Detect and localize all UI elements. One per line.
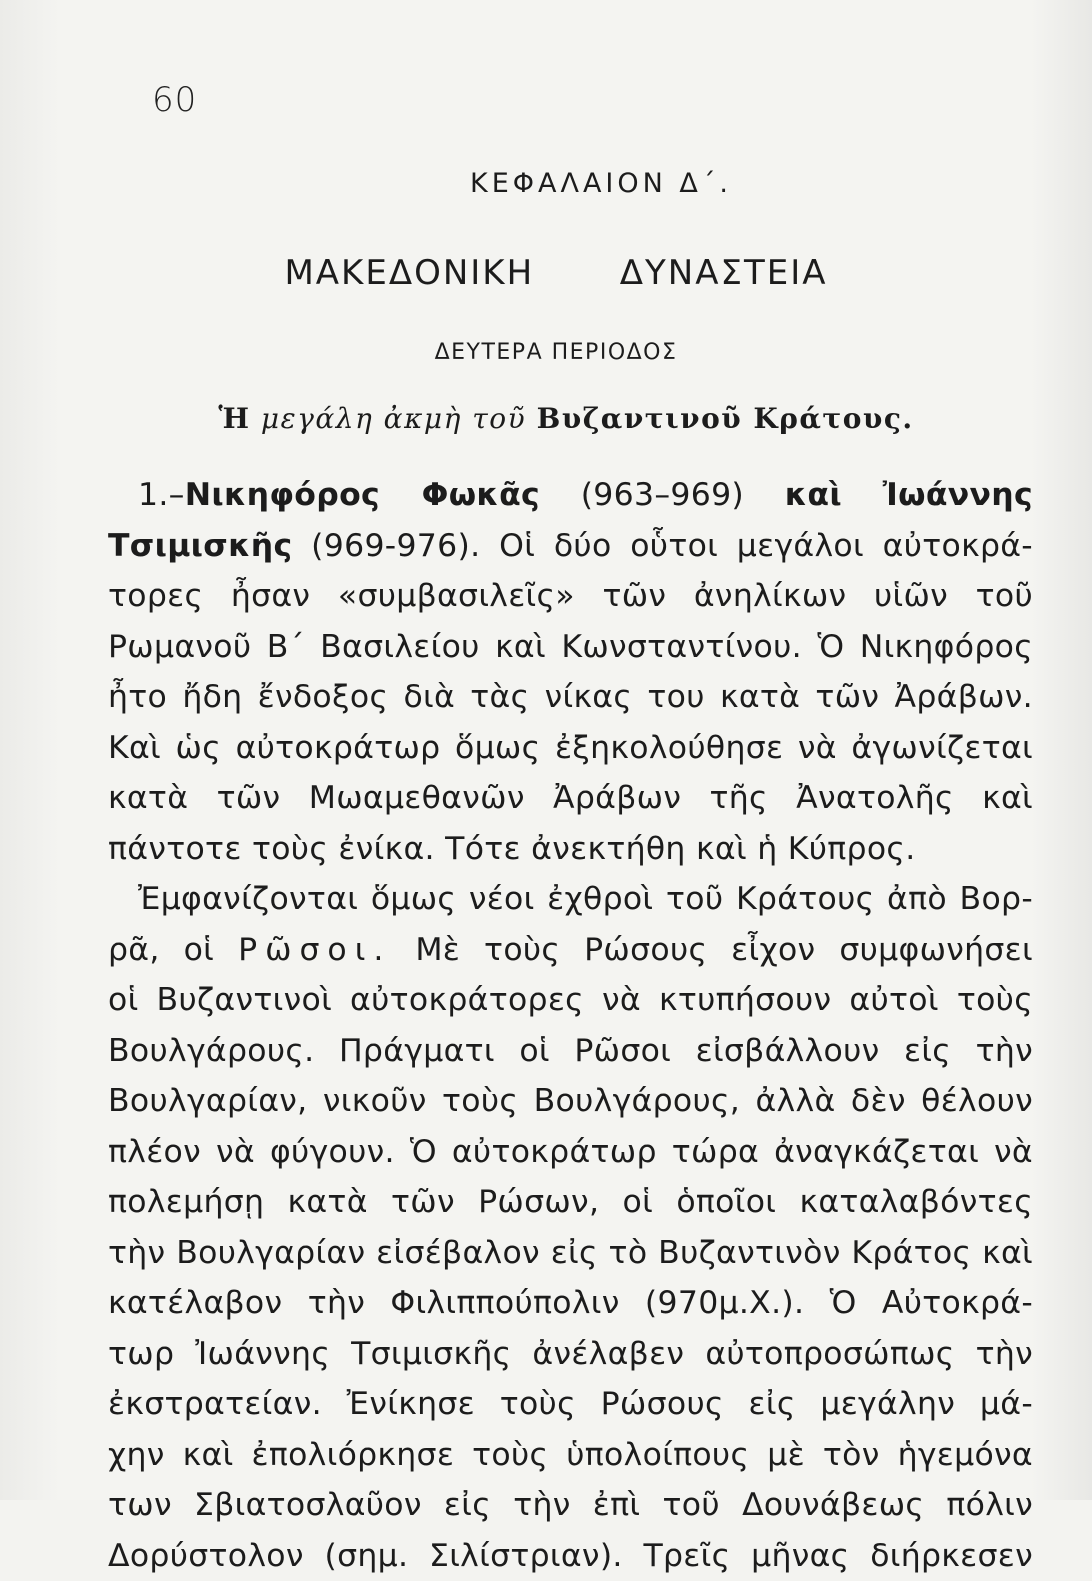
- section-years1: (963–969): [581, 477, 744, 513]
- paragraph1-line: Ρωμανοῦ Β΄ Βασιλείου καὶ Κωνσταντίνου. Ὁ Νικηφόρος: [108, 622, 1033, 673]
- section-heading-name2: Ἰωάννης: [883, 477, 1033, 513]
- paragraph2-line: πλέον νὰ φύγουν. Ὁ αὐτοκράτωρ τώρα ἀναγκάζεται νὰ: [108, 1127, 1033, 1178]
- paragraph2-line: Βουλγάρους. Πράγματι οἱ Ρῶσοι εἰσβάλλουν εἰς τὴν: [108, 1026, 1033, 1077]
- paragraph2-line: οἱ Βυζαντινοὶ αὐτοκράτορες νὰ κτυπήσουν αὐτοὶ τοὺς: [108, 975, 1033, 1026]
- section-first-line-rest: Οἱ δύο οὗτοι μεγάλοι αὐτοκρά-: [499, 528, 1033, 564]
- paragraph2-second-end: Μὲ τοὺς Ρώσους εἶχον συμφωνήσει: [415, 932, 1033, 968]
- paragraph1-line: κατὰ τῶν Μωαμεθανῶν Ἀράβων τῆς Ἀνατολῆς καὶ: [108, 773, 1033, 824]
- paragraph1-line: Καὶ ὡς αὐτοκράτωρ ὅμως ἐξηκολούθησε νὰ ἀγωνίζεται: [108, 723, 1033, 774]
- paragraph2-spaced-word: Ρῶσοι.: [238, 932, 391, 968]
- section-heading-line-2: [108, 521, 1033, 572]
- paragraph2-first-line: Ἐμφανίζονται ὅμως νέοι ἐχθροὶ τοῦ Κράτους ἀπὸ Βορ-: [108, 874, 1033, 925]
- section-number: 1.–: [138, 477, 185, 513]
- chapter-heading: [0, 168, 1092, 199]
- paragraph2-line: τὴν Βουλγαρίαν εἰσέβαλον εἰς τὸ Βυζαντινὸν Κράτος καὶ: [108, 1228, 1033, 1279]
- subtitle-italic: μεγάλη ἀκμὴ τοῦ: [261, 402, 526, 435]
- period-heading: [0, 340, 1092, 365]
- paragraph2-line: ἐκστρατείαν. Ἐνίκησε τοὺς Ρώσους εἰς μεγάλην μά-: [108, 1379, 1033, 1430]
- paragraph2-line: κατέλαβον τὴν Φιλιππούπολιν (970μ.Χ.). Ὁ Αὐτοκρά-: [108, 1278, 1033, 1329]
- section-heading-name1: Νικηφόρος Φωκᾶς: [185, 477, 540, 513]
- section-heading-name3: Τσιμισκῆς: [108, 528, 292, 564]
- paragraph1-line: πάντοτε τοὺς ἐνίκα. Τότε ἀνεκτήθη καὶ ἡ Κύπρος.: [108, 824, 1033, 875]
- paragraph2-line: χην καὶ ἐπολιόρκησε τοὺς ὑπολοίπους μὲ τὸν ἡγεμόνα: [108, 1430, 1033, 1481]
- subtitle-wrapper: [218, 402, 913, 435]
- paragraph2-line: Δορύστολον (σημ. Σιλίστριαν). Τρεῖς μῆνας διήρκεσεν: [108, 1531, 1033, 1581]
- section-years2: (969-976).: [311, 528, 480, 564]
- paragraph2-line: Βουλγαρίαν, νικοῦν τοὺς Βουλγάρους, ἀλλὰ δὲν θέλουν: [108, 1076, 1033, 1127]
- chapter-label: ΚΕΦΑΛΑΙΟΝ Δ΄.: [470, 168, 732, 199]
- paragraph2-line: τωρ Ἰωάννης Τσιμισκῆς ἀνέλαβεν αὐτοπροσώπως τὴν: [108, 1329, 1033, 1380]
- section-heading-line-1: [108, 470, 1033, 521]
- paragraph1-line: τορες ἦσαν «συμβασιλεῖς» τῶν ἀνηλίκων υἱῶν τοῦ: [108, 571, 1033, 622]
- paragraph1-line: ἦτο ἤδη ἔνδοξος διὰ τὰς νίκας του κατὰ τῶν Ἀράβων.: [108, 672, 1033, 723]
- subtitle-article: Ἡ: [218, 402, 250, 435]
- paragraph2-line: των Σβιατοσλαῦον εἰς τὴν ἐπὶ τοῦ Δουνάβεως πόλιν: [108, 1480, 1033, 1531]
- dynasty-label: ΜΑΚΕΔΟΝΙΚΗ ΔΥΝΑΣΤΕΙΑ: [284, 253, 827, 293]
- paragraph2-second-line: [108, 925, 1033, 976]
- dynasty-heading: [0, 253, 1092, 293]
- page-number: 60: [152, 80, 197, 120]
- paragraph2-line: πολεμήσῃ κατὰ τῶν Ρώσων, οἱ ὁποῖοι καταλαβόντες: [108, 1177, 1033, 1228]
- subtitle-bold: Βυζαντινοῦ Κράτους.: [537, 402, 914, 435]
- section-subtitle: [0, 402, 1092, 435]
- period-label: ΔΕΥΤΕΡΑ ΠΕΡΙΟΔΟΣ: [435, 340, 678, 365]
- body-text: [108, 470, 1033, 1581]
- section-conj: καὶ: [785, 477, 842, 513]
- paragraph2-second-start: ρᾶ, οἱ: [108, 932, 214, 968]
